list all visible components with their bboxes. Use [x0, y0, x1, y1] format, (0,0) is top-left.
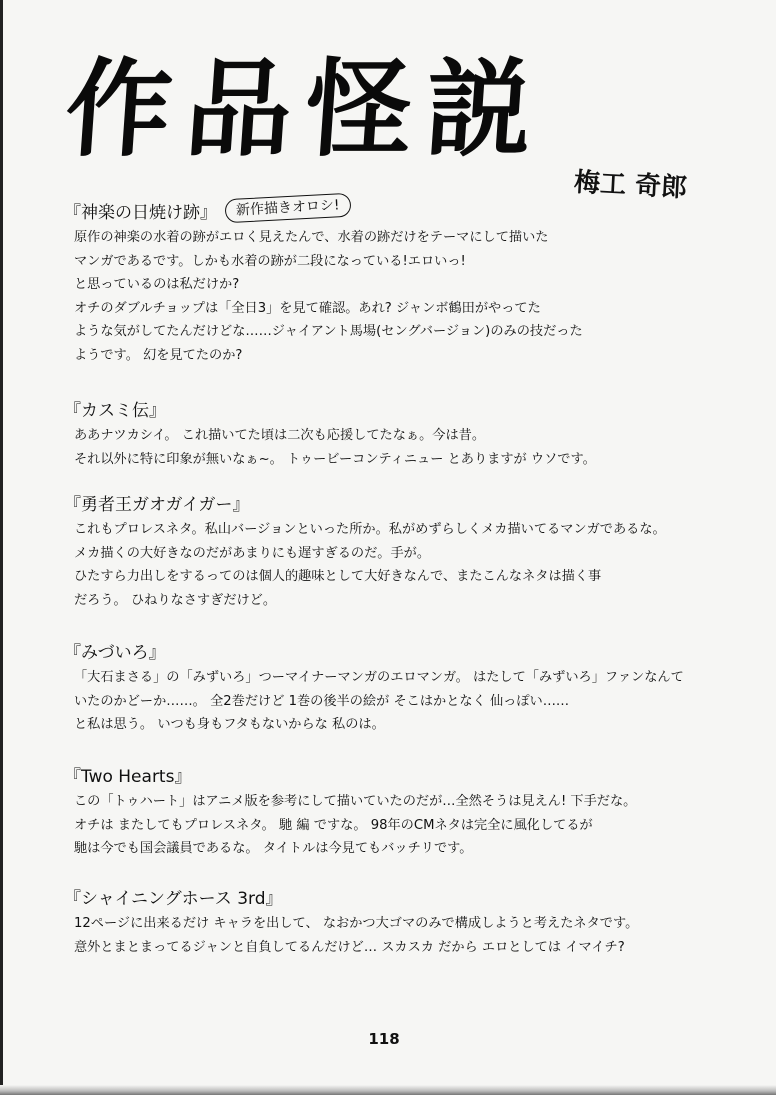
section-heading: 『Two Hearts』	[64, 767, 192, 787]
text-line: と思っているのは私だけか?	[74, 277, 240, 292]
text-line: ひたすら力出しをするってのは個人的趣味として大好きなんで、またこんなネタは描く事	[74, 569, 602, 584]
section-heading-text: 『神楽の日焼け跡』	[64, 203, 217, 223]
section-heading: 『勇者王ガオガイガー』	[64, 495, 250, 515]
section-kagura	[64, 197, 724, 367]
author-signature: 梅工 奇郎	[573, 167, 688, 204]
text-line: オチのダブルチョップは「全日3」を見て確認。あれ? ジャンボ鶴田がやってた	[74, 300, 541, 316]
text-line: 馳は今でも国会議員であるな。 タイトルは今見てもバッチリです。	[74, 841, 473, 856]
text-line: それ以外に特に印象が無いなぁ~。 トゥービーコンティニュー とありますが ウソです。	[74, 451, 596, 467]
text-line: 原作の神楽の水着の跡がエロく見えたんで、水着の跡だけをテーマにして描いた	[74, 230, 549, 245]
section-heading: 『カスミ伝』	[64, 401, 166, 421]
section-heading: 『みづいろ』	[64, 643, 166, 663]
text-line: ような気がしてたんだけどな……ジャイアント馬場(セングバージョン)のみの技だった	[74, 324, 583, 339]
text-line: 「大石まさる」の「みずいろ」つーマイナーマンガのエロマンガ。 はたして「みずいろ」ファンなんて	[74, 670, 684, 685]
text-line: メカ描くの大好きなのだがあまりにも遅すぎるのだ。手が。	[74, 545, 431, 561]
section-two-hearts	[64, 764, 724, 861]
page-edge-bottom	[0, 1085, 776, 1095]
section-heading: 『シャイニングホース 3rd』	[64, 889, 283, 909]
section-mizuiro	[64, 640, 724, 737]
text-line: これもプロレスネタ。私山バージョンといった所か。私がめずらしくメカ描いてるマンガであるな。	[74, 522, 666, 537]
page-number: 118	[368, 1030, 400, 1048]
new-work-badge: 新作描きオロシ!	[224, 193, 351, 224]
text-line: ようです。 幻を見てたのか?	[74, 347, 243, 363]
text-line: いたのかどーか……。 全2巻だけど 1巻の後半の絵が そこはかとなく 仙っぽい……	[74, 693, 570, 709]
page-edge-left	[0, 0, 3, 1095]
page-title: 作品怪説	[61, 46, 551, 171]
text-line: だろう。 ひねりなさすぎだけど。	[74, 592, 277, 608]
text-line: オチは またしてもプロレスネタ。 馳 編 ですな。 98年のCMネタは完全に風化してるが	[74, 817, 593, 833]
text-line: ああナツカシイ。 これ描いてた頃は二次も応援してたなぁ。今は昔。	[74, 428, 486, 443]
text-line: 意外とまとまってるジャンと自負してるんだけど… スカスカ だから エロとしては イマイチ?	[74, 939, 625, 955]
text-line: 12ページに出来るだけ キャラを出して、 なおかつ大ゴマのみで構成しようと考えたネタです。	[74, 916, 639, 931]
text-line: マンガであるです。しかも水着の跡が二段になっている!エロいっ!	[74, 253, 466, 269]
text-line: この「トゥハート」はアニメ版を参考にして描いていたのだが…全然そうは見えん! 下手だな。	[74, 794, 637, 809]
section-shining-horse	[64, 886, 724, 959]
text-line: と私は思う。 いつも身もフタもないからな 私のは。	[74, 717, 385, 732]
section-kasumi	[64, 398, 724, 471]
section-gaogaigar	[64, 492, 724, 612]
section-heading	[64, 197, 724, 226]
